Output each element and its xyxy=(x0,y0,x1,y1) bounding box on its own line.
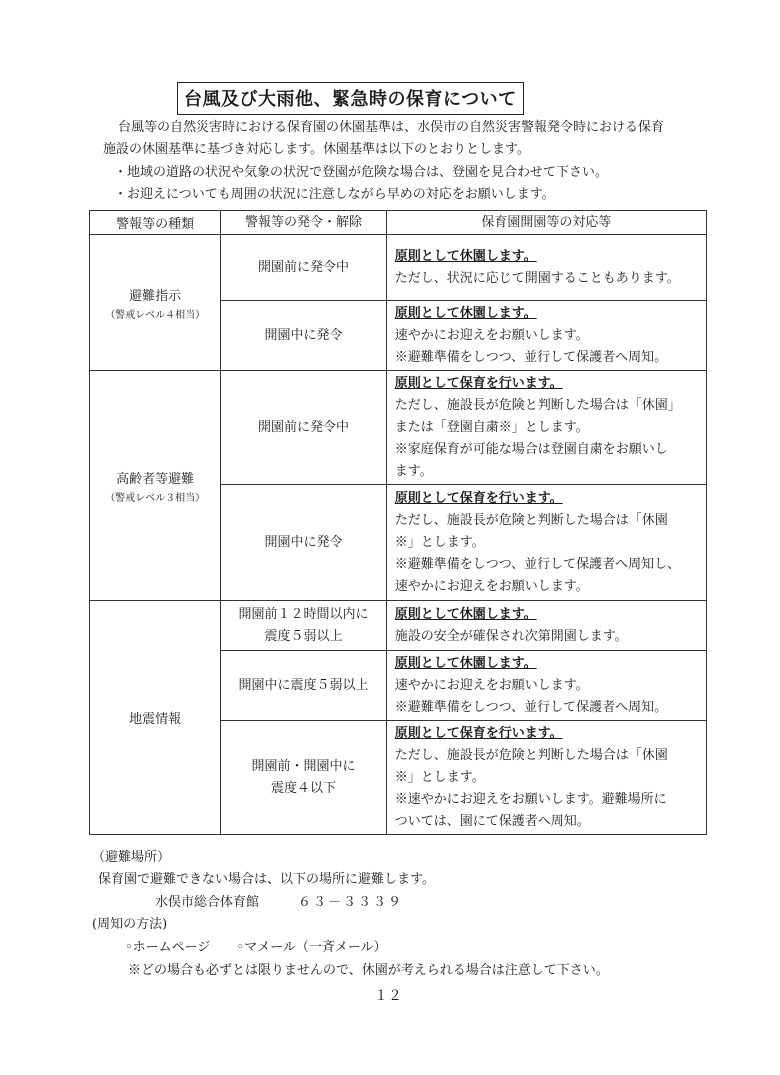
timing-text: 開園中に発令 xyxy=(264,534,343,550)
detail-text: ※避難準備をしつつ、並行して保護者へ周知し、 xyxy=(394,556,681,572)
rule-text: 原則として保育を行います。 xyxy=(394,490,563,506)
warning-type-label: 高齢者等避難 xyxy=(116,471,195,487)
timing-cell xyxy=(221,301,386,371)
notice-heading: (周知の方法) xyxy=(92,917,168,932)
detail-text: ※家庭保育が可能な場合は登園自粛をお願いし xyxy=(394,441,668,457)
closure-criteria-table xyxy=(89,210,707,835)
timing-text: 開園前１２時間以内に xyxy=(238,606,369,622)
intro-bullet-2: ・お迎えについても周囲の状況に注意しながら早めの対応をお願いします。 xyxy=(114,187,555,202)
detail-text: 速やかにお迎えをお願いします。 xyxy=(394,327,589,343)
detail-text: ※避難準備をしつつ、並行して保護者へ周知。 xyxy=(394,699,668,715)
warning-type-label: 避難指示 xyxy=(129,288,182,304)
detail-text: ※避難準備をしつつ、並行して保護者へ周知。 xyxy=(394,349,668,365)
page-number: １２ xyxy=(374,988,402,1004)
warning-type-cell xyxy=(90,235,221,371)
intro-bullet-1: ・地域の道路の状況や気象の状況で登園が危険な場合は、登園を見合わせて下さい。 xyxy=(114,165,609,180)
notice-note: ※どの場合も必ずとは限りませんので、休園が考えられる場合は注意して下さい。 xyxy=(128,963,609,978)
warning-level-label: （警戒レベル３相当） xyxy=(105,492,206,504)
detail-text: ます。 xyxy=(394,463,433,479)
evacuation-text: 保育園で避難できない場合は、以下の場所に避難します。 xyxy=(98,872,435,887)
rule-text: 原則として保育を行います。 xyxy=(394,725,563,741)
timing-cell xyxy=(221,721,386,835)
header-warning-type: 警報等の種類 xyxy=(90,211,221,235)
intro-line-1: 台風等の自然災害時における保育園の休園基準は、水俣市の自然災害警報発令時における保育 xyxy=(118,120,665,135)
timing-cell xyxy=(221,235,386,301)
detail-text: ついては、園にて保護者へ周知。 xyxy=(394,813,590,829)
response-cell xyxy=(386,485,706,601)
warning-type-label: 地震情報 xyxy=(129,712,182,727)
detail-text: ※」とします。 xyxy=(394,769,485,785)
header-issuance: 警報等の発令・解除 xyxy=(221,211,386,235)
timing-cell xyxy=(221,651,386,721)
timing-text: 開園前に発令中 xyxy=(258,259,350,275)
response-cell xyxy=(386,601,706,651)
intro-line-2: 施設の休園基準に基づき対応します。休園基準は以下のとおりとします。 xyxy=(103,142,530,157)
rule-text: 原則として休園します。 xyxy=(394,655,537,671)
detail-text: または「登園自粛※」とします。 xyxy=(394,419,589,435)
header-response: 保育園開園等の対応等 xyxy=(386,211,706,235)
detail-text: 施設の安全が確保され次第開園します。 xyxy=(394,628,628,644)
detail-text: ただし、施設長が危険と判断した場合は「休園 xyxy=(394,512,668,528)
detail-text: 速やかにお迎えをお願いします。 xyxy=(394,578,589,594)
evacuation-heading: （避難場所） xyxy=(92,850,171,865)
detail-text: ※」とします。 xyxy=(394,534,485,550)
timing-text: 震度５弱以上 xyxy=(264,628,343,644)
table-row xyxy=(90,371,707,485)
rule-text: 原則として保育を行います。 xyxy=(394,375,563,391)
page-title: 台風及び大雨他、緊急時の保育について xyxy=(177,82,524,115)
timing-text: 震度４以下 xyxy=(271,780,337,796)
detail-text: 速やかにお迎えをお願いします。 xyxy=(394,677,589,693)
response-cell xyxy=(386,651,706,721)
warning-type-cell xyxy=(90,371,221,601)
warning-level-label: （警戒レベル４相当） xyxy=(105,309,206,321)
detail-text: ただし、状況に応じて開園することもあります。 xyxy=(394,270,680,286)
detail-text: ※速やかにお迎えをお願いします。避難場所に xyxy=(394,791,667,807)
timing-cell xyxy=(221,601,386,651)
response-cell xyxy=(386,721,706,835)
timing-text: 開園中に震度５弱以上 xyxy=(238,677,369,693)
response-cell xyxy=(386,235,706,301)
table-row xyxy=(90,235,707,301)
warning-type-cell xyxy=(90,601,221,835)
timing-cell xyxy=(221,485,386,601)
rule-text: 原則として休園します。 xyxy=(394,248,537,264)
rule-text: 原則として休園します。 xyxy=(394,305,537,321)
evacuation-phone: ６３－３３３９ xyxy=(298,895,404,910)
timing-text: 開園前に発令中 xyxy=(258,419,350,435)
timing-text: 開園中に発令 xyxy=(264,327,343,343)
detail-text: ただし、施設長が危険と判断した場合は「休園 xyxy=(394,747,668,763)
table-row xyxy=(90,601,707,651)
evacuation-place: 水俣市総合体育館 xyxy=(155,895,260,910)
response-cell xyxy=(386,371,706,485)
response-cell xyxy=(386,301,706,371)
detail-text: ただし、施設長が危険と判断した場合は「休園」 xyxy=(394,397,681,413)
table-header-row xyxy=(90,211,707,235)
timing-text: 開園前・開園中に xyxy=(251,758,356,774)
notice-methods: ◦ホームページ ◦マメール（一斉メール） xyxy=(125,940,387,955)
rule-text: 原則として休園します。 xyxy=(394,606,537,622)
timing-cell xyxy=(221,371,386,485)
